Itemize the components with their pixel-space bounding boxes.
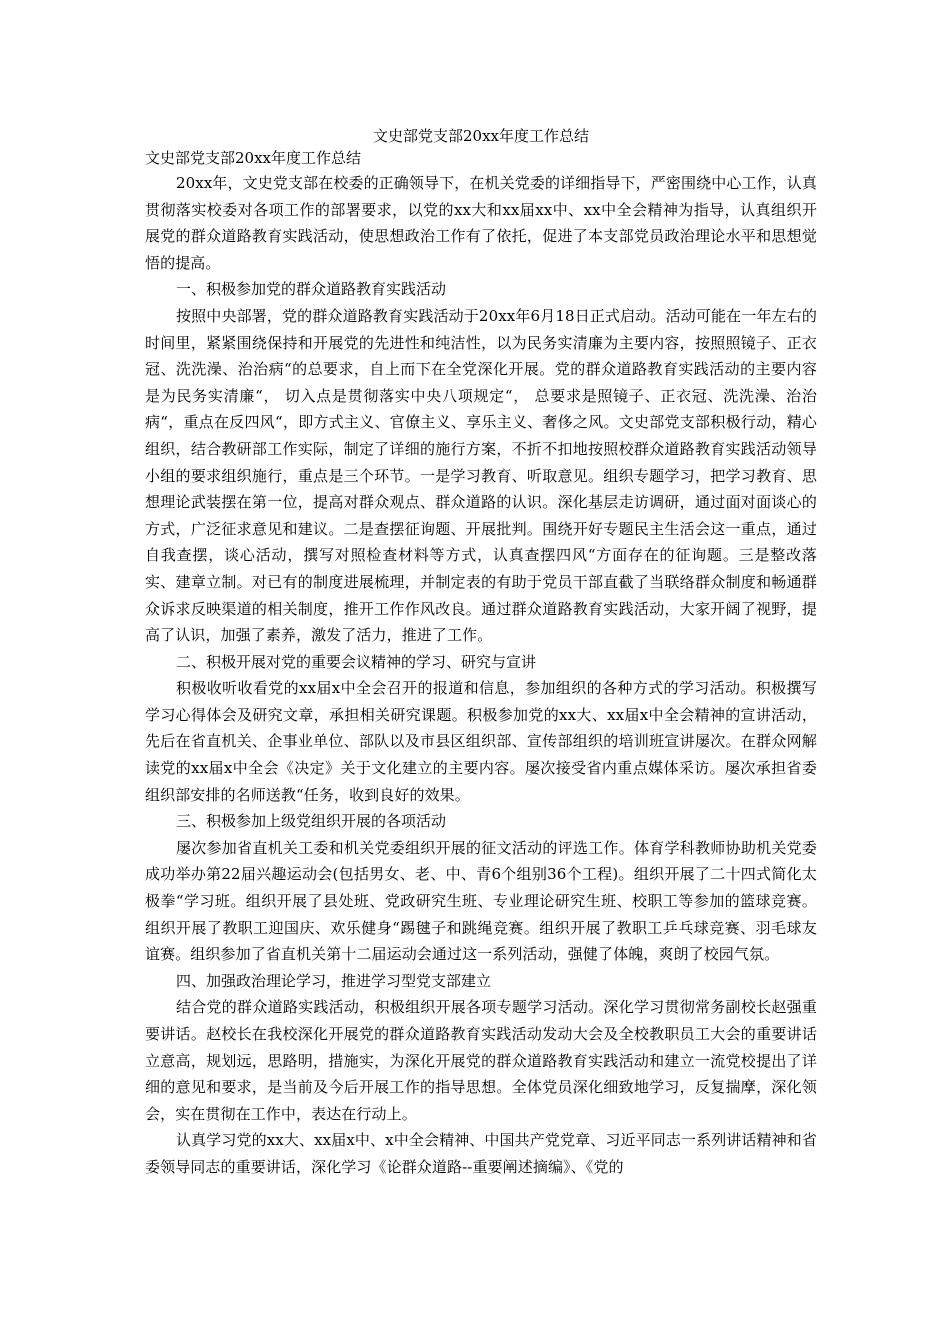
section-4-paragraph-1: 结合党的群众道路实践活动，积极组织开展各项专题学习活动。深化学习贯彻常务副校长赵强重要讲话。赵校长在我校深化开展党的群众道路教育实践活动发动大会及全校教职员工大会的重要讲话立意高，规划远，思路明，措施实，为深化开展党的群众道路教育实践活动和建立一流党校提出了详细的意见和要求，是当前及今后开展工作的指导思想。全体党员深化细致地学习，反复揣摩，深化领会，实在贯彻在工作中，表达在行动上。 <box>145 998 817 1123</box>
section-4-paragraph-2: 认真学习党的xx大、xx届x中、x中全会精神、中国共产党党章、习近平同志一系列讲话精神和省委领导同志的重要讲话，深化学习《论群众道路--重要阐述摘编》、《党的 <box>145 1131 817 1176</box>
document-title: 文史部党支部20xx年度工作总结 <box>372 127 589 145</box>
document-subtitle: 文史部党支部20xx年度工作总结 <box>145 149 362 167</box>
section-1-paragraph-1: 按照中央部署，党的群众道路教育实践活动于20xx年6月18日正式启动。活动可能在一年左右的时间里，紧紧围绕保持和开展党的先进性和纯洁性，以为民务实清廉为主要内容，按照照镜子、正衣冠、洗洗澡、治治病“的总要求，自上而下在全党深化开展。党的群众道路教育实践活动的主要内容是为民务实清廉“， 切入点是贯彻落实中央八项规定“， 总要求是照镜子、正衣冠、洗洗澡、治治病“，重点在反四风“，即方式主义、官僚主义、享乐主义、奢侈之风。文史部党支部积极行动，精心组织，结合教研部工作实际，制定了详细的施行方案，不折不扣地按照校群众道路教育实践活动领导小组的要求组织施行，重点是三个环节。一是学习教育、听取意见。组织专题学习，把学习教育、思想理论武装摆在第一位，提高对群众观点、群众道路的认识。深化基层走访调研，通过面对面谈心的方式，广泛征求意见和建议。二是查摆征询题、开展批判。围绕开好专题民主生活会这一重点，通过自我查摆，谈心活动，撰写对照检查材料等方式，认真查摆四风“方面存在的征询题。三是整改落实、建章立制。对已有的制度进展梳理，并制定表的有助于党员干部直截了当联络群众制度和畅通群众诉求反映渠道的相关制度，推开工作作风改良。通过群众道路教育实践活动，大家开阔了视野，提高了认识，加强了素养，激发了活力，推进了工作。 <box>145 306 817 645</box>
document-page <box>145 126 817 1181</box>
section-3-paragraph-1: 屡次参加省直机关工委和机关党委组织开展的征文活动的评选工作。体育学科教师协助机关党委成功举办第22届兴趣运动会(包括男女、老、中、青6个组别36个工程)。组织开展了二十四式简化太极拳“学习班。组织开展了县处班、党政研究生班、专业理论研究生班、校职工等参加的篮球竞赛。组织开展了教职工迎国庆、欢乐健身“踢毽子和跳绳竞赛。组织开展了教职工乒乓球竞赛、羽毛球友谊赛。组织参加了省直机关第十二届运动会通过这一系列活动，强健了体魄，爽朗了校园气氛。 <box>145 838 817 964</box>
section-2-paragraph-1: 积极收听收看党的xx届x中全会召开的报道和信息，参加组织的各种方式的学习活动。积极撰写学习心得体会及研究文章，承担相关研究课题。积极参加党的xx大、xx届x中全会精神的宣讲活动，先后在省直机关、企事业单位、部队以及市县区组织部、宣传部组织的培训班宣讲屡次。在群众网解读党的xx届x中全会《决定》关于文化建立的主要内容。屡次接受省内重点媒体采访。屡次承担省委组织部安排的名师送教“任务，收到良好的效果。 <box>145 679 817 804</box>
section-heading-1: 一、积极参加党的群众道路教育实践活动 <box>176 280 447 299</box>
section-heading-2: 二、积极开展对党的重要会议精神的学习、研究与宣讲 <box>176 652 537 671</box>
intro-paragraph: 20xx年，文史党支部在校委的正确领导下，在机关党委的详细指导下，严密围绕中心工作，认真贯彻落实校委对各项工作的部署要求，以党的xx大和xx届xx中、xx中全会精神为指导，认真组织开展党的群众道路教育实践活动，使思想政治工作有了依托，促进了本支部党员政治理论水平和思想觉悟的提高。 <box>145 174 817 272</box>
section-heading-4: 四、加强政治理论学习，推进学习型党支部建立 <box>176 971 492 990</box>
section-heading-3: 三、积极参加上级党组织开展的各项活动 <box>176 812 447 831</box>
